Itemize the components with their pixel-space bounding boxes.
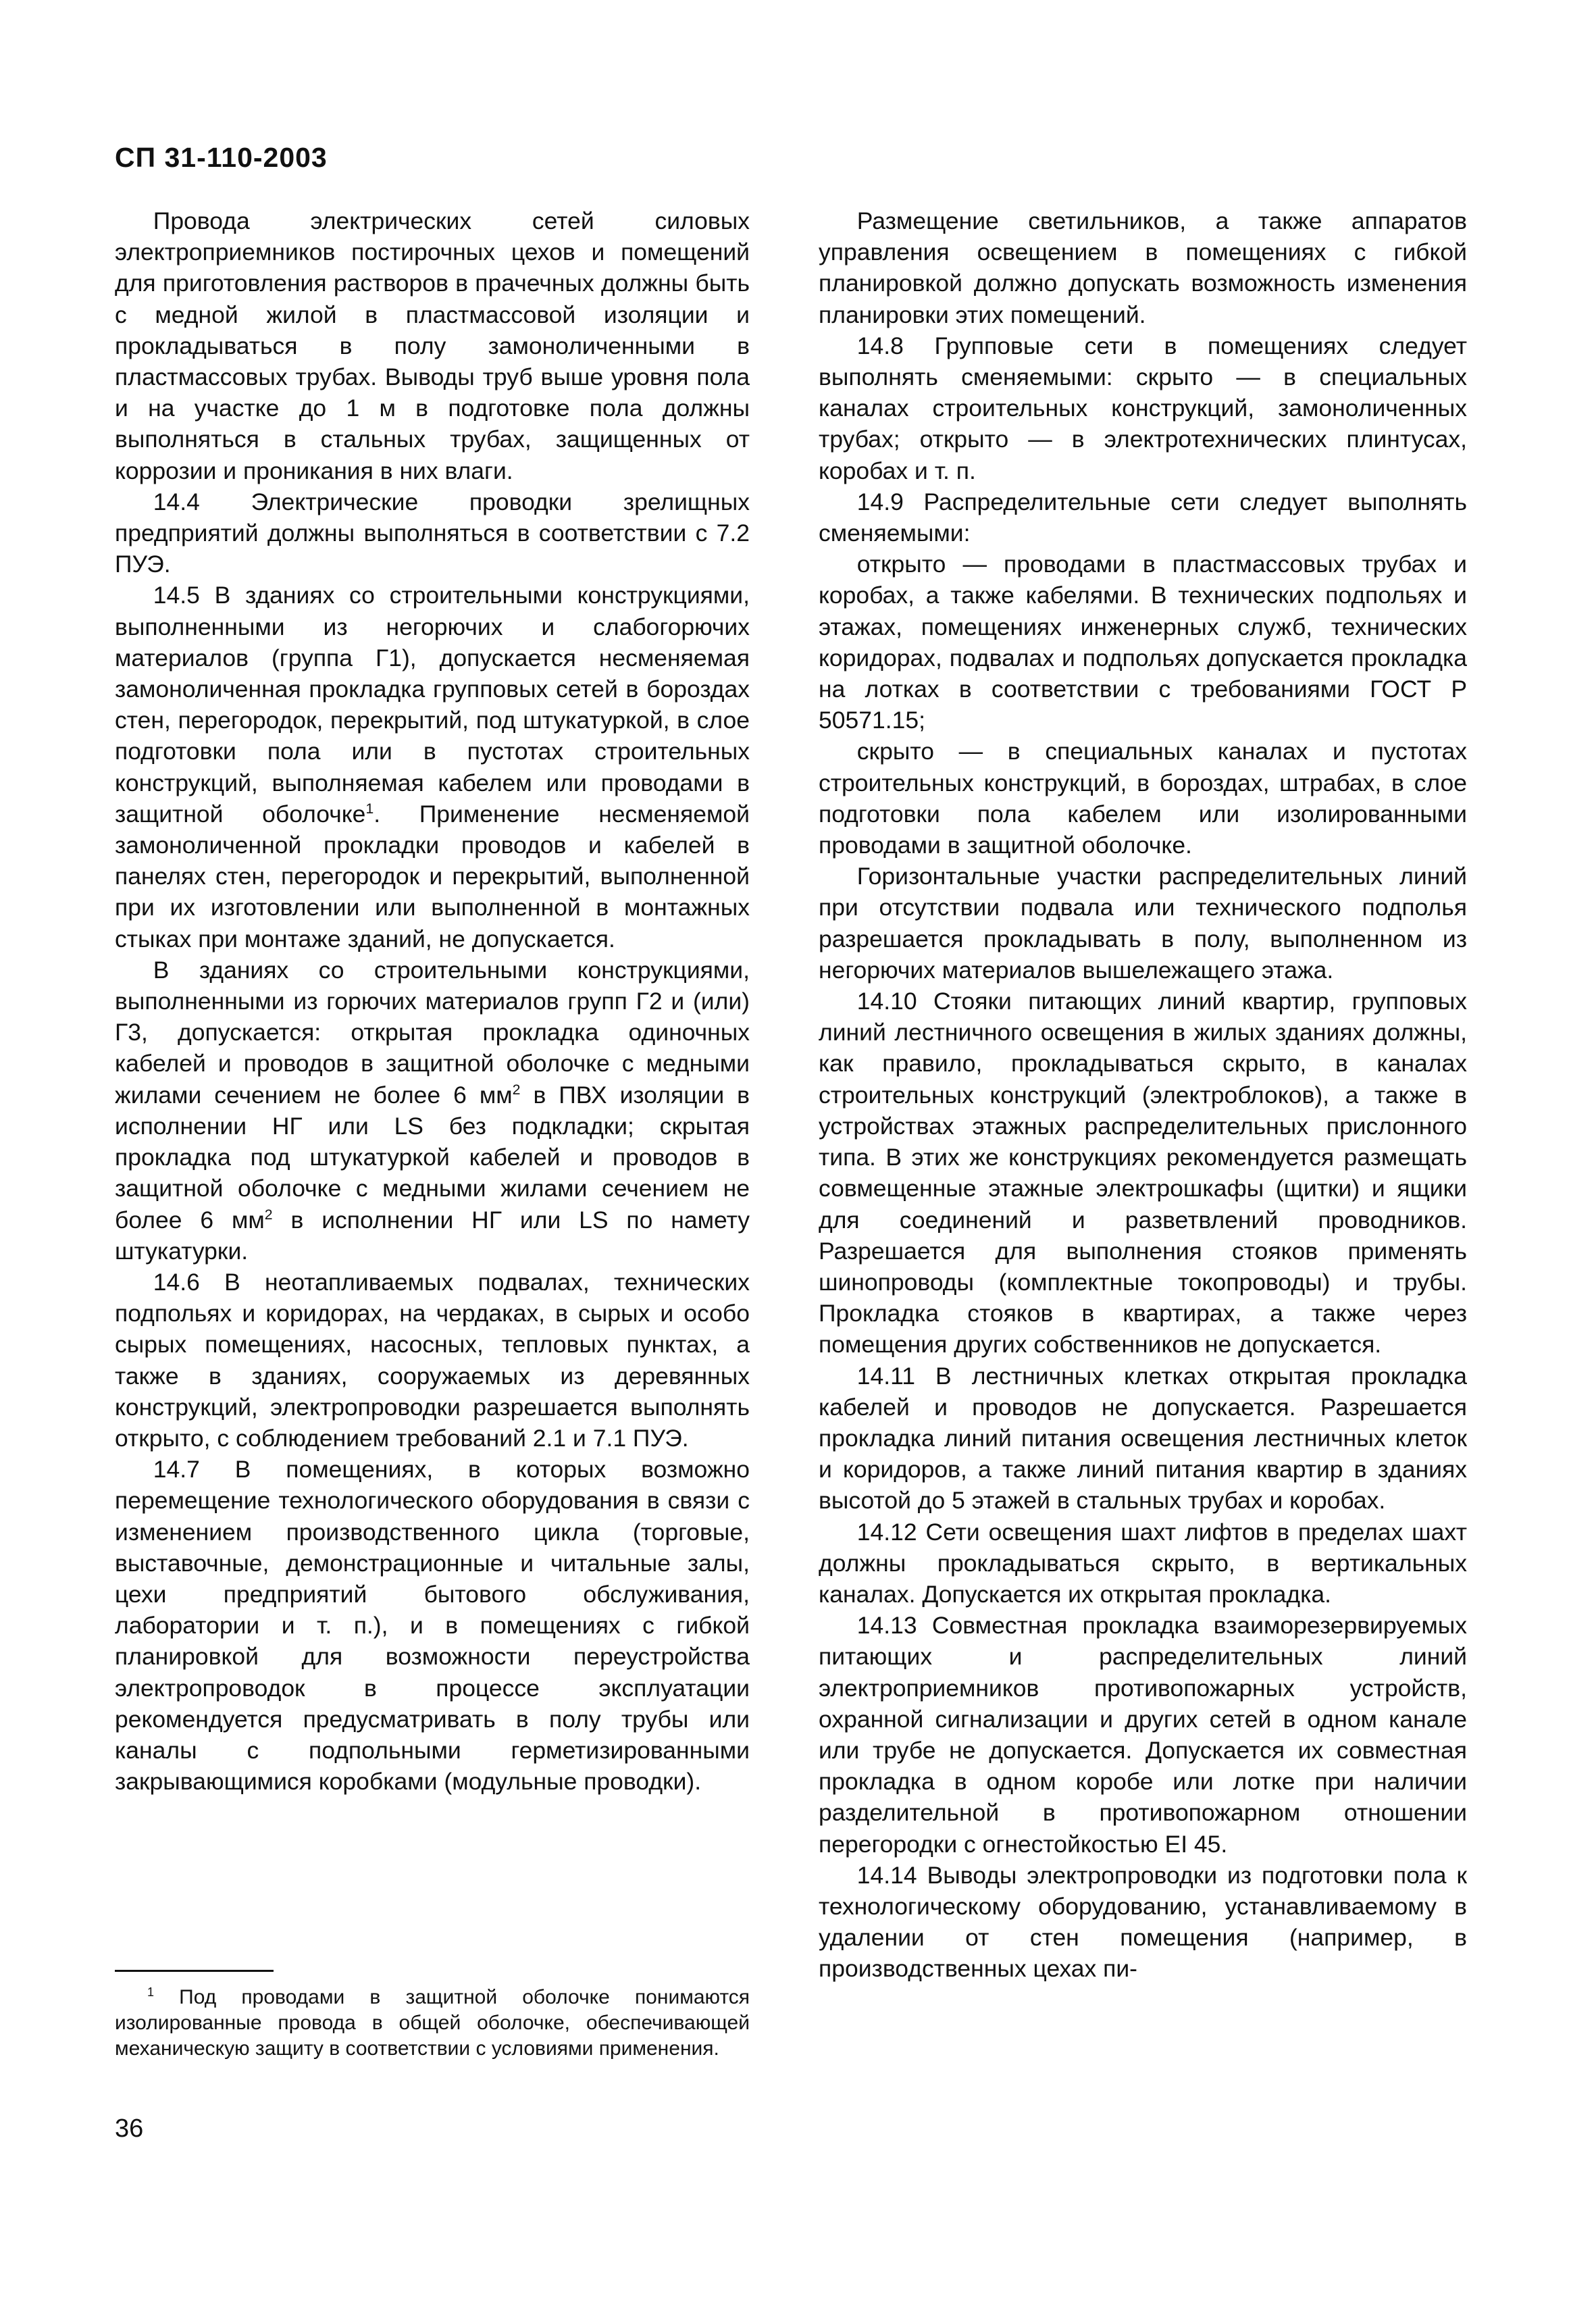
paragraph-14-5-text-a: 14.5 В зданиях со строительными конструкциями, выполненными из негорючих и слабогорючих материалов (группа Г1), допускается несменяемая замоноличенная прокладка групповых сетей в бороздах стен, перегородок, перекрытий, под штукатуркой, в слое подготовки пола или в пустотах строительных конструкций, выполняемая кабелем или проводами в защитной оболочке bbox=[115, 582, 750, 828]
paragraph-horizontal-sections: Горизонтальные участки распределительных линий при отсутствии подвала или технического подполья разрешается прокладывать в полу, выполненном из негорючих материалов вышележащего этажа. bbox=[819, 863, 1467, 984]
paragraph-combustible-buildings bbox=[115, 955, 750, 1267]
paragraph-14-11: 14.11 В лестничных клетках открытая прокладка кабелей и проводов не допускается. Разрешается прокладка линий питания освещения лестничных клеток и коридоров, а также линий питания квартир в зданиях высотой до 5 этажей в стальных трубах и коробах. bbox=[819, 1362, 1467, 1515]
paragraph-14-4: 14.4 Электрические проводки зрелищных предприятий должны выполняться в соответствии с 7.2 ПУЭ. bbox=[115, 488, 750, 578]
footnote bbox=[115, 1985, 750, 2062]
paragraph-combustible-text-a: В зданиях со строительными конструкциями, выполненными из горючих материалов групп Г2 и (или) Г3, допускается: открытая прокладка одиночных кабелей и проводов в защитной оболочке с медными жилами сечением не более 6 мм bbox=[115, 956, 750, 1109]
paragraph-14-10: 14.10 Стояки питающих линий квартир, групповых линий лестничного освещения в жилых зданиях должны, как правило, прокладываться скрыто, в каналах строительных конструкций (электроблоков), а также в устройствах этажных распределительных прислонного типа. В этих же конструкциях рекомендуется размещать совмещенные этажные электрошкафы (щитки) и ящики для соединений и разветвлений проводников. Разрешается для выполнения стояков применять шинопроводы (комплектные токопроводы) и трубы. Прокладка стояков в квартирах, а также через помещения других собственников не допускается. bbox=[819, 988, 1467, 1358]
left-column bbox=[115, 205, 750, 1797]
paragraph-14-6: 14.6 В неотапливаемых подвалах, технических подпольях и коридорах, на чердаках, в сырых и особо сырых помещениях, насосных, тепловых пунктах, а также в зданиях, сооружаемых из деревянных конструкций, электропроводки разрешается выполнять открыто, с соблюдением требований 2.1 и 7.1 ПУЭ. bbox=[115, 1268, 750, 1452]
footnote-reference: 1 bbox=[365, 800, 374, 817]
paragraph-14-9: 14.9 Распределительные сети следует выполнять сменяемыми: bbox=[819, 488, 1467, 547]
page-number: 36 bbox=[115, 2114, 144, 2143]
footnote-marker: 1 bbox=[147, 1985, 155, 1999]
paragraph-combustible-text-c: в исполнении НГ или LS по намету штукатурки. bbox=[115, 1206, 750, 1265]
paragraph-14-5-text-b: . Применение несменяемой замоноличенной прокладки проводов и кабелей в панелях стен, перегородок и перекрытий, выполненной при их изготовлении или выполненной в монтажных стыках при монтаже зданий, не допускается. bbox=[115, 800, 750, 952]
paragraph-14-7: 14.7 В помещениях, в которых возможно перемещение технологического оборудования в связи с изменением производственного цикла (торговые, выставочные, демонстрационные и читальные залы, цехи предприятий бытового обслуживания, лаборатории и т. п.), и в помещениях с гибкой планировкой для возможности переустройства электропроводок в процессе эксплуатации рекомендуется предусматривать в полу трубы или каналы с подпольными герметизированными закрывающимися коробками (модульные проводки). bbox=[115, 1456, 750, 1796]
paragraph-14-13: 14.13 Совместная прокладка взаиморезервируемых питающих и распределительных линий электроприемников противопожарных устройств, охранной сигнализации и других сетей в одном канале или трубе не допускается. Допускается их совместная прокладка в одном коробе или лотке при наличии разделительной в противопожарном отношении перегородки с огнестойкостью EI 45. bbox=[819, 1612, 1467, 1858]
right-column bbox=[819, 205, 1467, 1985]
paragraph-14-14: 14.14 Выводы электропроводки из подготовки пола к технологическому оборудованию, устанавливаемому в удалении от стен помещения (например, в производственных цехах пи- bbox=[819, 1861, 1467, 1983]
footnote-separator bbox=[115, 1970, 274, 1972]
document-header: СП 31-110-2003 bbox=[115, 142, 328, 173]
paragraph-14-12: 14.12 Сети освещения шахт лифтов в пределах шахт должны прокладываться скрыто, в вертикальных каналах. Допускается их открытая прокладка. bbox=[819, 1518, 1467, 1608]
paragraph-open-wiring: открыто — проводами в пластмассовых трубах и коробах, а также кабелями. В технических подпольях и этажах, помещениях инженерных служб, технических коридорах, подвалах и подпольях допускается прокладка на лотках в соответствии с требованиями ГОСТ Р 50571.15; bbox=[819, 551, 1467, 734]
paragraph-hidden-wiring: скрыто — в специальных каналах и пустотах строительных конструкций, в бороздах, штрабах, в слое подготовки пола кабелем или изолированными проводами в защитной оболочке. bbox=[819, 738, 1467, 859]
footnote-text: Под проводами в защитной оболочке понимаются изолированные провода в общей оболочке, обеспечивающей механическую защиту в соответствии с условиями применения. bbox=[115, 1986, 750, 2060]
superscript-squared: 2 bbox=[264, 1206, 273, 1223]
paragraph-combustible-text-b: в ПВХ изоляции в исполнении НГ или LS без подкладки; скрытая прокладка под штукатуркой кабелей и проводов в защитной оболочке с медными жилами сечением не более 6 мм bbox=[115, 1081, 750, 1234]
paragraph-14-8: 14.8 Групповые сети в помещениях следует выполнять сменяемыми: скрыто — в специальных каналах строительных конструкций, замоноличенных трубах; открыто — в электротехнических плинтусах, коробах и т. п. bbox=[819, 332, 1467, 484]
paragraph-lighting-placement: Размещение светильников, а также аппаратов управления освещением в помещениях с гибкой планировкой должно допускать возможность изменения планировки этих помещений. bbox=[819, 207, 1467, 328]
superscript-squared: 2 bbox=[512, 1081, 521, 1098]
paragraph-14-5 bbox=[115, 580, 750, 954]
paragraph-laundry-wiring: Провода электрических сетей силовых электроприемников постирочных цехов и помещений для приготовления растворов в прачечных должны быть с медной жилой в пластмассовой изоляции и прокладываться в полу замоноличенными в пластмассовых трубах. Выводы труб выше уровня пола и на участке до 1 м в подготовке пола должны выполняться в стальных трубах, защищенных от коррозии и проникания в них влаги. bbox=[115, 207, 750, 484]
